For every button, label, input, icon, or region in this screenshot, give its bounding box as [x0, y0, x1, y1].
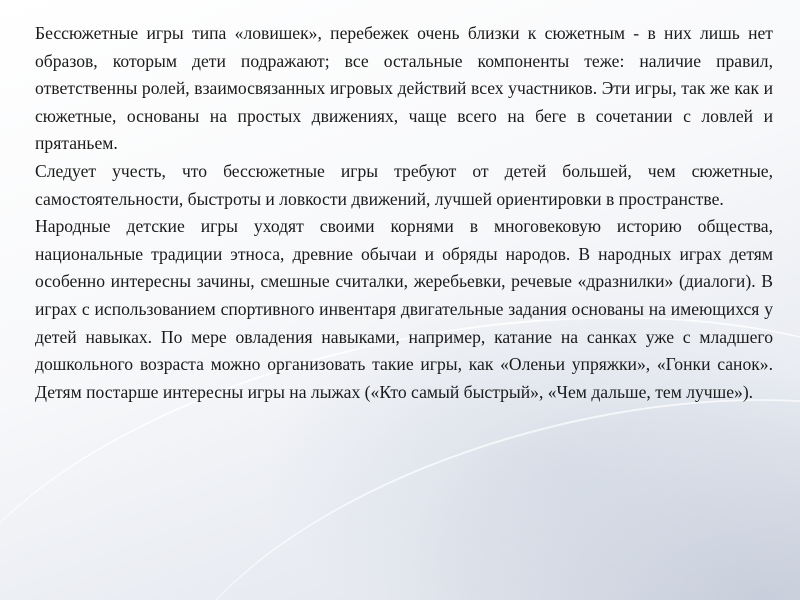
paragraph-plotless-games: Бессюжетные игры типа «ловишек», перебежек очень близки к сюжетным - в них лишь нет образов, которым дети подражают; все остальные компоненты теже: наличие правил, ответственны ролей, взаимосвязанных игровых действий всех участников. Эти игры, так же как и сюжетные, основаны на простых движениях, чаще всего на беге в сочетании с ловлей и прятаньем.: [35, 23, 773, 154]
slide-text: [35, 20, 773, 406]
paragraph-plotless-requirements: Следует учесть, что бессюжетные игры требуют от детей большей, чем сюжетные, самостоятельности, быстроты и ловкости движений, лучшей ориентировки в пространстве.: [35, 160, 773, 209]
paragraph-folk-games: Народные детские игры уходят своими корнями в многовековую историю общества, национальные традиции этноса, древние обычаи и обряды народов. В народных играх детям особенно интересны зачины, смешные считалки, жеребьевки, речевые «дразнилки» (диалоги). В играх с использованием спортивного инвентаря двигательные задания основаны на имеющихся у детей навыках. По мере овладения навыками, например, катание на санках уже с младшего дошкольного возраста можно организовать такие игры, как «Оленьи упряжки», «Гонки санок». Детям постарше интересны игры на лыжах («Кто самый быстрый», «Чем дальше, тем лучше»).: [35, 216, 773, 402]
